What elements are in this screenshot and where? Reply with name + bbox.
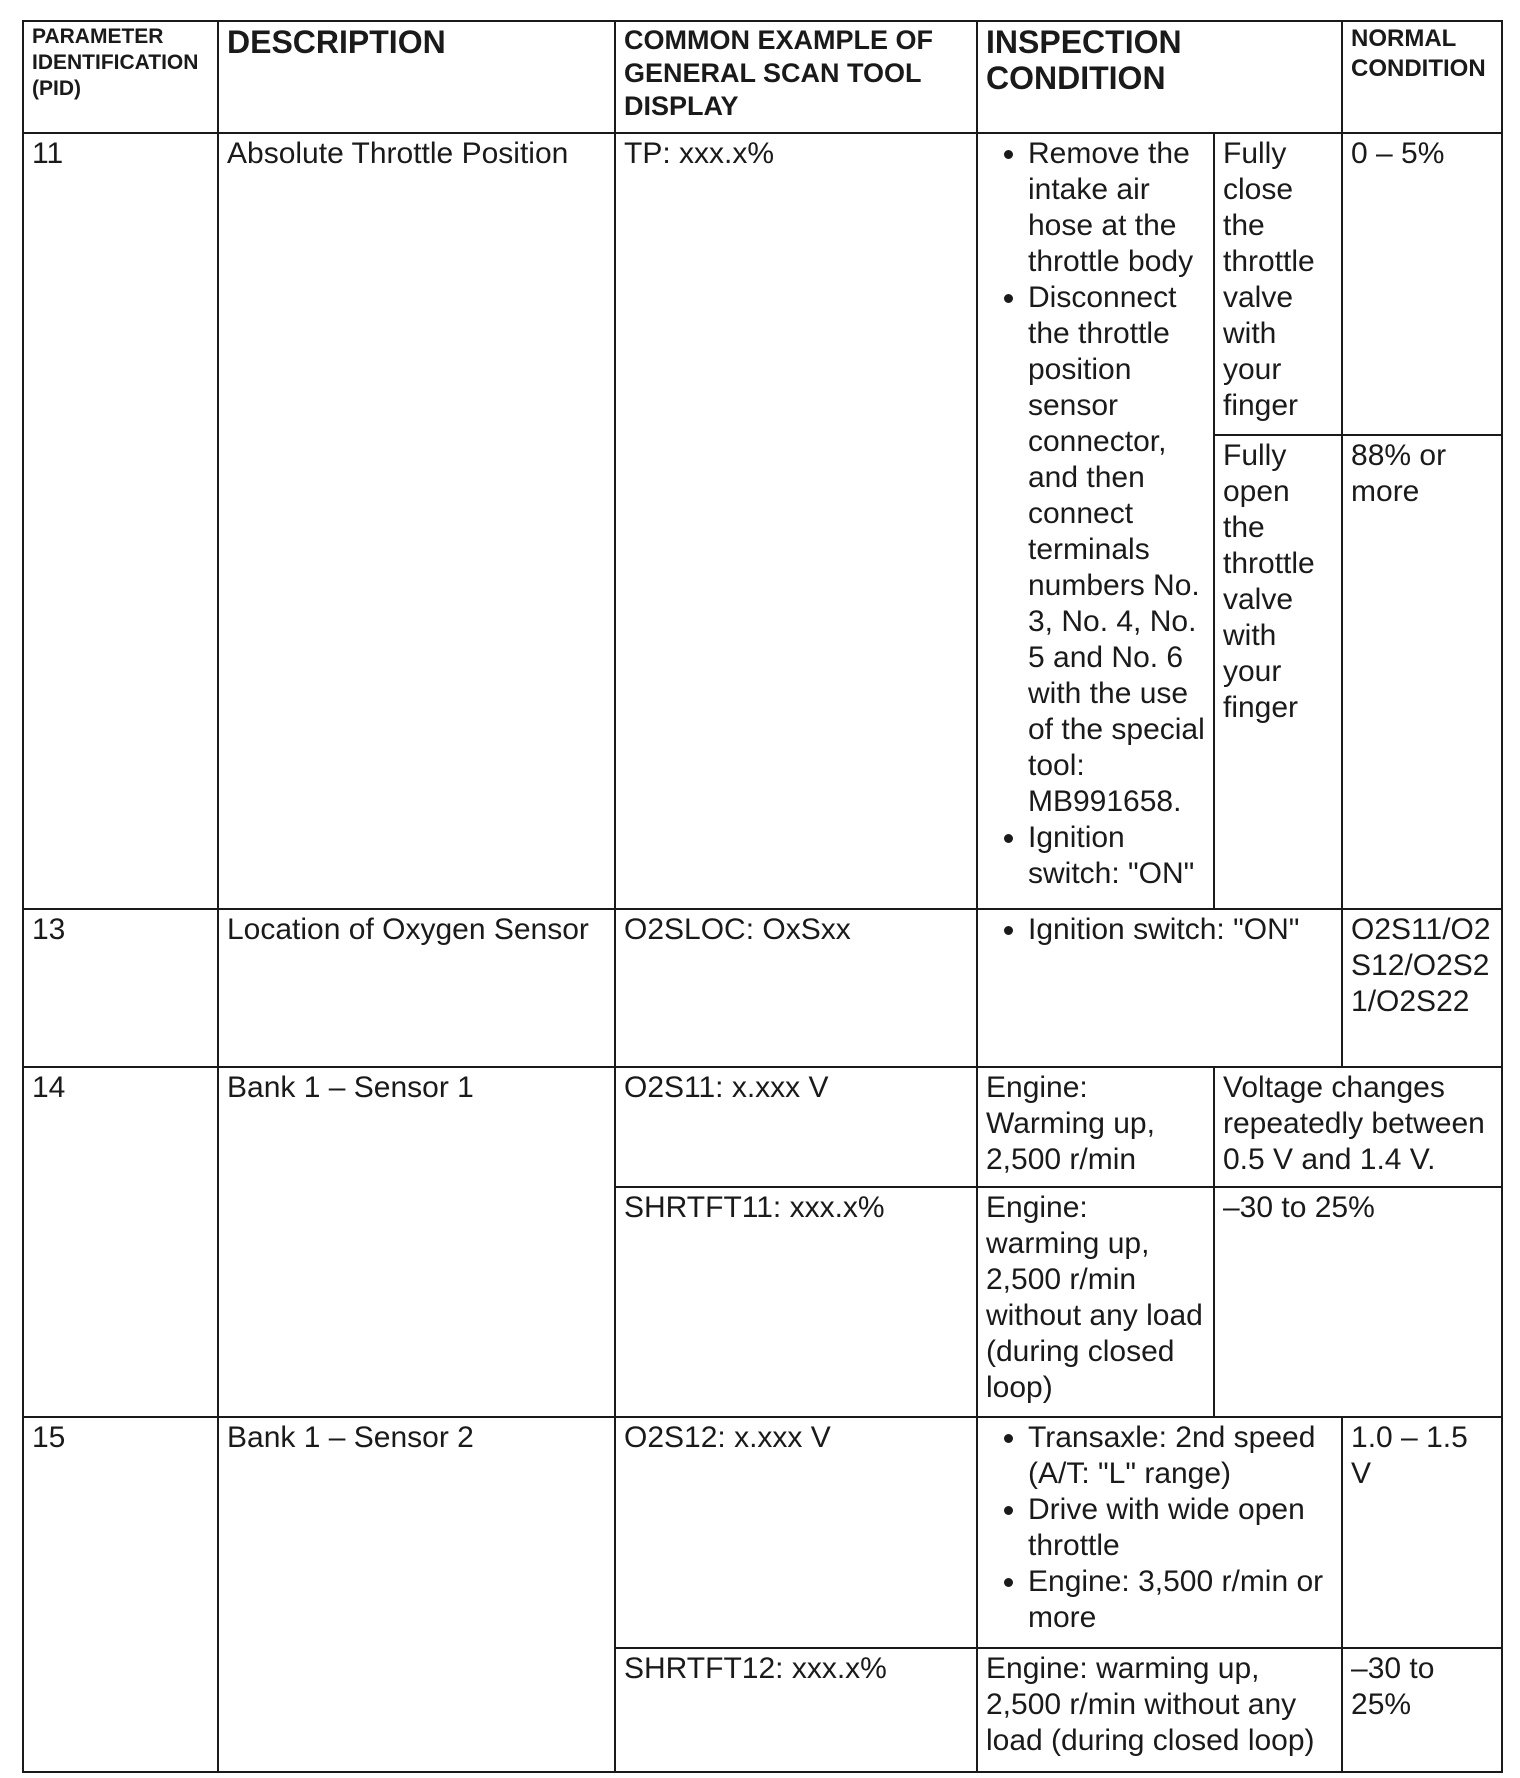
table-row-pid-15: [23, 1417, 1502, 1648]
display-cell: O2SLOC: OxSxx: [615, 909, 977, 1067]
list-item: • Ignition switch: "ON": [1028, 820, 1209, 892]
normal-cell: 88% or more: [1342, 435, 1502, 909]
normal-cell: –30 to 25%: [1342, 1648, 1502, 1772]
header-description: DESCRIPTION: [218, 21, 615, 133]
inspection-list: [986, 1420, 1333, 1636]
normal-cell: O2S11/O2S12/O2S21/O2S22: [1342, 909, 1502, 1067]
display-cell: SHRTFT11: xxx.x%: [615, 1187, 977, 1417]
pid-cell: 11: [23, 133, 218, 909]
pid-table: [22, 20, 1503, 1773]
description-cell: Location of Oxygen Sensor: [218, 909, 615, 1067]
inspection-cell: Engine: warming up, 2,500 r/min without any load (during closed loop): [977, 1187, 1214, 1417]
header-row: [23, 21, 1502, 133]
list-item: • Transaxle: 2nd speed (A/T: "L" range): [1028, 1420, 1333, 1492]
inspection-list: [986, 912, 1333, 948]
list-item: • Drive with wide open throttle: [1028, 1492, 1333, 1564]
pid-cell: 15: [23, 1417, 218, 1772]
description-cell: Bank 1 – Sensor 2: [218, 1417, 615, 1772]
list-item: • Ignition switch: "ON": [1028, 912, 1333, 948]
table-row-pid-11: [23, 133, 1502, 435]
display-cell: O2S12: x.xxx V: [615, 1417, 977, 1648]
table-row-pid-14: [23, 1067, 1502, 1187]
display-cell: O2S11: x.xxx V: [615, 1067, 977, 1187]
display-cell: SHRTFT12: xxx.x%: [615, 1648, 977, 1772]
condition-cell: Fully open the throttle valve with your finger: [1214, 435, 1342, 909]
list-item: • Engine: 3,500 r/min or more: [1028, 1564, 1333, 1636]
inspection-cell: [977, 909, 1342, 1067]
description-cell: Absolute Throttle Position: [218, 133, 615, 909]
inspection-cell: [977, 1417, 1342, 1648]
inspection-list: [986, 136, 1209, 892]
inspection-cell: Engine: Warming up, 2,500 r/min: [977, 1067, 1214, 1187]
pid-cell: 14: [23, 1067, 218, 1417]
header-normal: NORMAL CONDITION: [1342, 21, 1502, 133]
table-row-pid-13: [23, 909, 1502, 1067]
inspection-cell: Engine: warming up, 2,500 r/min without any load (during closed loop): [977, 1648, 1342, 1772]
header-inspection: INSPECTION CONDITION: [977, 21, 1342, 133]
list-item: • Remove the intake air hose at the throttle body: [1028, 136, 1209, 280]
header-display: COMMON EXAMPLE OF GENERAL SCAN TOOL DISPLAY: [615, 21, 977, 133]
list-item: • Disconnect the throttle position sensor connector, and then connect terminals numbers No. 3, No. 4, No. 5 and No. 6 with the use of the special tool: MB991658.: [1028, 280, 1209, 820]
header-pid: PARAMETER IDENTIFICATION (PID): [23, 21, 218, 133]
normal-cell: 1.0 – 1.5 V: [1342, 1417, 1502, 1648]
normal-cell: –30 to 25%: [1214, 1187, 1502, 1417]
pid-cell: 13: [23, 909, 218, 1067]
condition-cell: Fully close the throttle valve with your finger: [1214, 133, 1342, 435]
inspection-cell: [977, 133, 1214, 909]
display-cell: TP: xxx.x%: [615, 133, 977, 909]
description-cell: Bank 1 – Sensor 1: [218, 1067, 615, 1417]
normal-cell: Voltage changes repeatedly between 0.5 V and 1.4 V.: [1214, 1067, 1502, 1187]
normal-cell: 0 – 5%: [1342, 133, 1502, 435]
